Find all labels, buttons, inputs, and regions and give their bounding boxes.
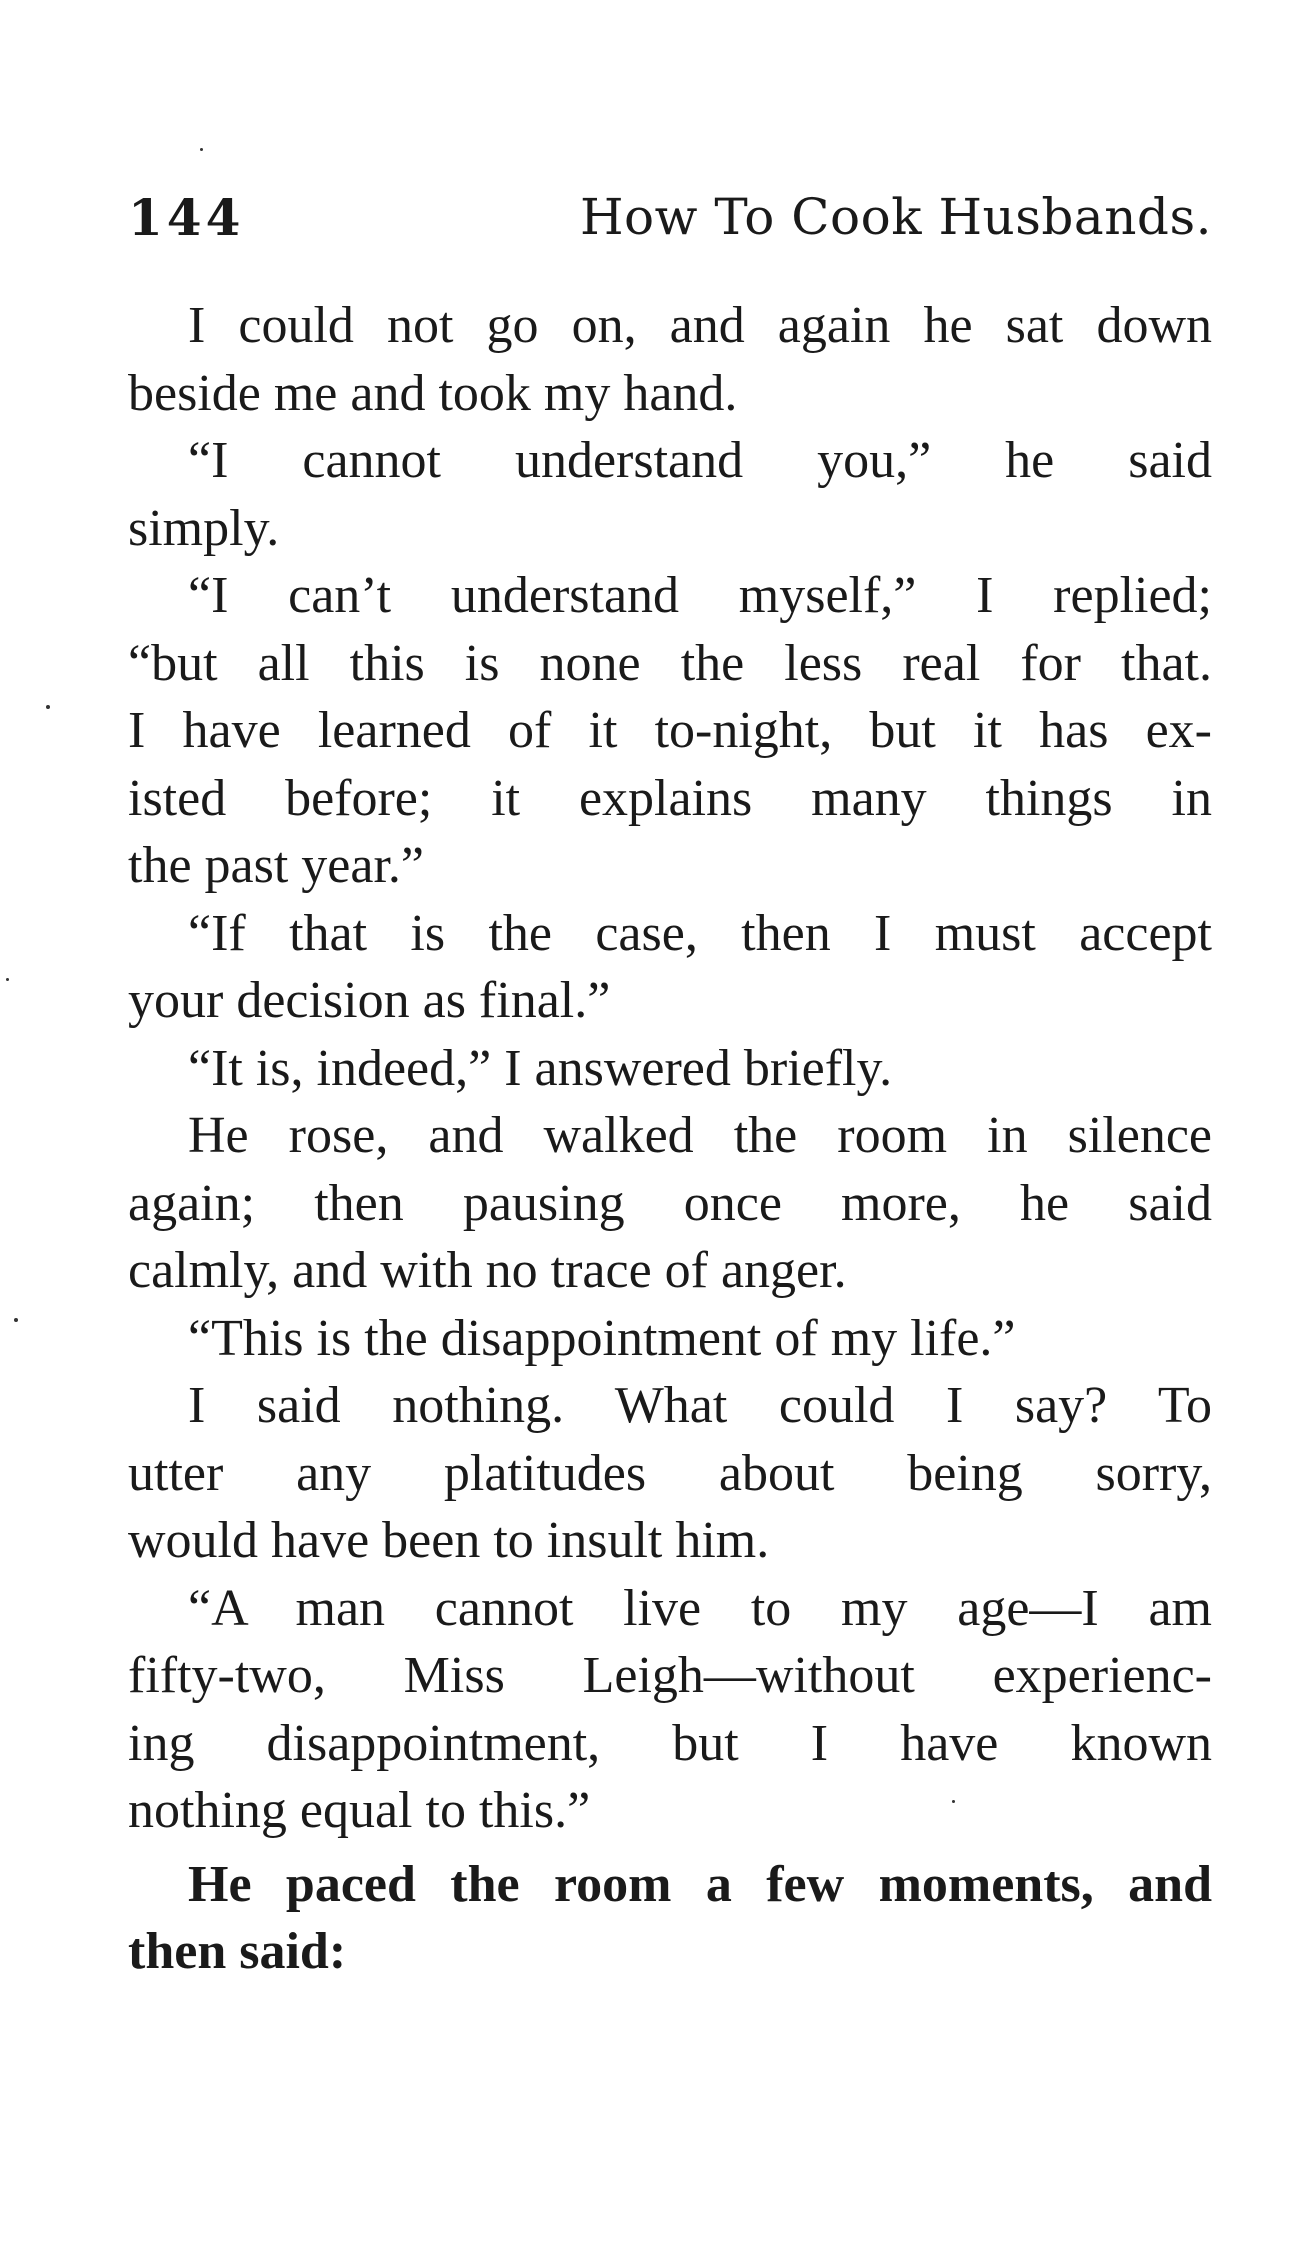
- ink-speck: [14, 1318, 18, 1322]
- text-line: then said:: [128, 1923, 347, 1980]
- text-line: ing disappointment, but I have known: [128, 1714, 1212, 1772]
- text-line: “I cannot understand you,” he said: [188, 432, 1212, 489]
- ink-speck: [200, 148, 203, 151]
- text-line: He rose, and walked the room in silence: [188, 1107, 1212, 1164]
- text-line: fifty-two, Miss Leigh—without experienc-: [128, 1647, 1212, 1704]
- text-line: “A man cannot live to my age—I am: [188, 1579, 1212, 1637]
- running-head: How To Cook Husbands.: [579, 188, 1212, 246]
- text-line: I have learned of it to-night, but it has ex-: [128, 702, 1212, 759]
- text-line: “This is the disappointment of my life.”: [188, 1309, 1016, 1367]
- page-header: [128, 188, 1212, 248]
- text-line: calmly, and with no trace of anger.: [128, 1242, 847, 1299]
- text-line: simply.: [128, 499, 280, 557]
- text-line: beside me and took my hand.: [128, 364, 738, 422]
- text-line: “If that is the case, then I must accept: [188, 904, 1212, 962]
- text-line: He paced the room a few moments, and: [188, 1855, 1212, 1913]
- ink-speck: [46, 705, 50, 709]
- text-line: isted before; it explains many things in: [128, 769, 1212, 827]
- text-line: I said nothing. What could I say? To: [188, 1377, 1212, 1434]
- text-line: I could not go on, and again he sat down: [188, 297, 1212, 354]
- text-line: “I can’t understand myself,” I replied;: [188, 567, 1212, 624]
- text-line: “It is, indeed,” I answered briefly.: [188, 1039, 893, 1097]
- text-line: utter any platitudes about being sorry,: [128, 1444, 1212, 1502]
- text-line: your decision as final.”: [128, 972, 611, 1029]
- text-line: nothing equal to this.”: [128, 1782, 591, 1839]
- text-line: would have been to insult him.: [128, 1512, 770, 1569]
- body-text: [128, 292, 1212, 1986]
- text-line: “but all this is none the less real for that.: [128, 634, 1212, 692]
- text-line: the past year.”: [128, 837, 424, 894]
- text-line: again; then pausing once more, he said: [128, 1174, 1212, 1232]
- ink-speck: [6, 978, 9, 981]
- page-number: 144: [128, 188, 245, 247]
